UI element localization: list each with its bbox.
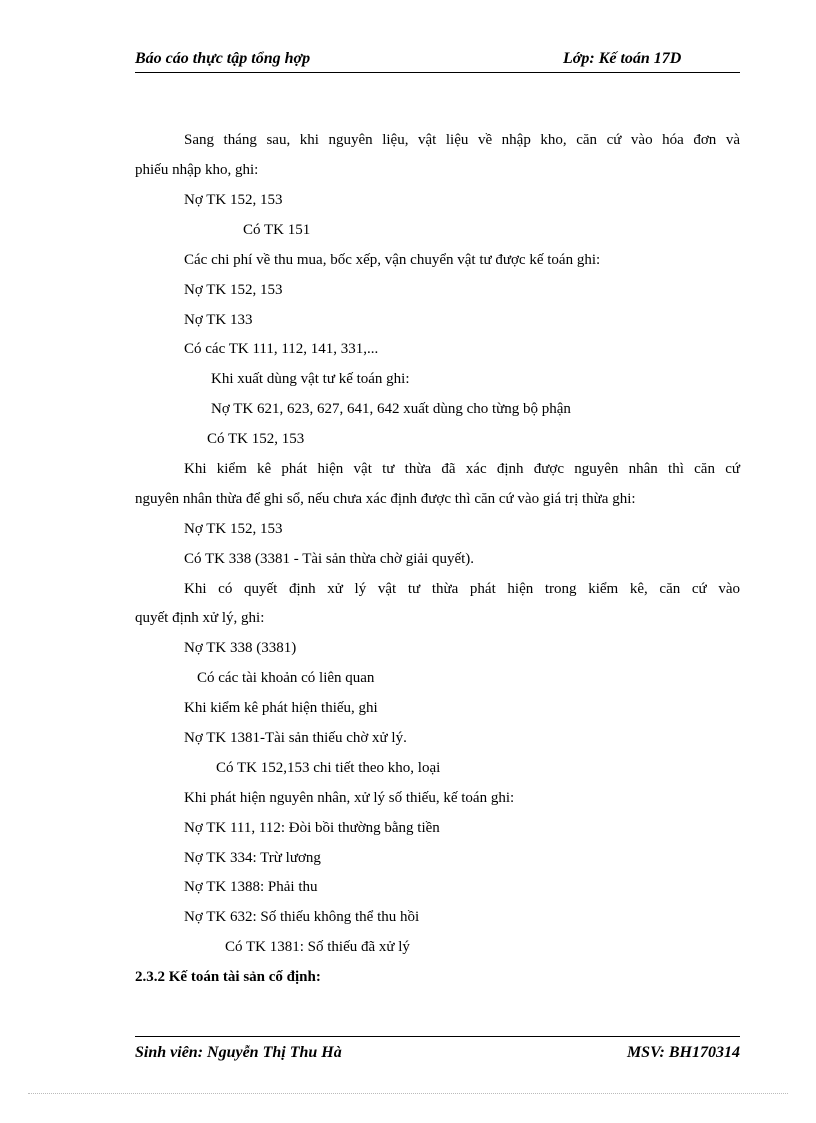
journal-entry-line: Có các TK 111, 112, 141, 331,... bbox=[184, 341, 379, 357]
journal-entry-line: Nợ TK 338 (3381) bbox=[184, 640, 297, 656]
page-header bbox=[135, 48, 740, 73]
journal-entry-line: Nợ TK 621, 623, 627, 641, 642 xuất dùng cho từng bộ phận bbox=[211, 401, 571, 417]
page-bottom-divider bbox=[28, 1093, 788, 1094]
footer-student-id: MSV: BH170314 bbox=[626, 1044, 740, 1061]
section-heading: 2.3.2 Kế toán tài sản cố định: bbox=[135, 969, 321, 985]
journal-entry-line: Có TK 1381: Số thiếu đã xử lý bbox=[225, 939, 410, 955]
paragraph-line: Khi kiểm kê phát hiện thiếu, ghi bbox=[184, 700, 378, 716]
journal-entry-line: Nợ TK 334: Trừ lương bbox=[184, 850, 321, 866]
paragraph-line: Khi kiểm kê phát hiện vật tư thừa đã xác định được nguyên nhân thì căn cứ bbox=[184, 461, 740, 477]
journal-entry-line: Nợ TK 152, 153 bbox=[184, 521, 283, 537]
paragraph-line: nguyên nhân thừa để ghi sổ, nếu chưa xác định được thì căn cứ vào giá trị thừa ghi: bbox=[135, 491, 636, 507]
journal-entry-line: Nợ TK 133 bbox=[184, 312, 253, 328]
journal-entry-line: Nợ TK 1388: Phải thu bbox=[184, 879, 318, 895]
header-class: Lớp: Kế toán 17D bbox=[563, 50, 682, 67]
journal-entry-line: Nợ TK 111, 112: Đòi bồi thường bằng tiền bbox=[184, 820, 440, 836]
paragraph-line: Khi có quyết định xử lý vật tư thừa phát hiện trong kiểm kê, căn cứ vào bbox=[184, 581, 740, 597]
paragraph-line: Sang tháng sau, khi nguyên liệu, vật liệu về nhập kho, căn cứ vào hóa đơn và bbox=[184, 132, 740, 148]
page-footer bbox=[135, 1036, 740, 1067]
header-report-title: Báo cáo thực tập tổng hợp bbox=[135, 50, 311, 67]
journal-entry-line: Có TK 152, 153 bbox=[207, 431, 305, 447]
paragraph-line: quyết định xử lý, ghi: bbox=[135, 610, 265, 626]
paragraph-line: Khi xuất dùng vật tư kế toán ghi: bbox=[211, 371, 410, 387]
journal-entry-line: Có TK 151 bbox=[243, 222, 311, 238]
journal-entry-line: Nợ TK 152, 153 bbox=[184, 192, 283, 208]
journal-entry-line: Có TK 338 (3381 - Tài sản thừa chờ giải quyết). bbox=[184, 551, 475, 567]
journal-entry-line: Nợ TK 1381-Tài sản thiếu chờ xử lý. bbox=[184, 730, 407, 746]
journal-entry-line: Nợ TK 632: Số thiếu không thể thu hồi bbox=[184, 909, 420, 925]
paragraph-line: Khi phát hiện nguyên nhân, xử lý số thiếu, kế toán ghi: bbox=[184, 790, 515, 806]
footer-student-name: Sinh viên: Nguyễn Thị Thu Hà bbox=[135, 1044, 342, 1061]
journal-entry-line: Có TK 152,153 chi tiết theo kho, loại bbox=[216, 760, 441, 776]
journal-entry-line: Có các tài khoản có liên quan bbox=[197, 670, 375, 686]
paragraph-line: Các chi phí về thu mua, bốc xếp, vận chuyển vật tư được kế toán ghi: bbox=[184, 252, 601, 268]
journal-entry-line: Nợ TK 152, 153 bbox=[184, 282, 283, 298]
paragraph-line: phiếu nhập kho, ghi: bbox=[135, 162, 259, 178]
